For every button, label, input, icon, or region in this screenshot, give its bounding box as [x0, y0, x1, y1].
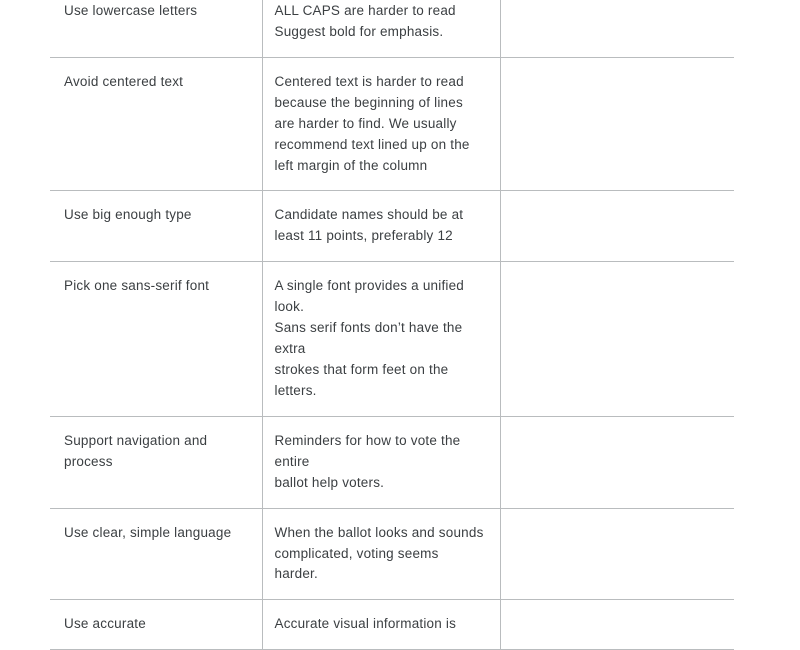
text-line: Centered text is harder to read	[274, 73, 464, 89]
cell-principle	[50, 191, 262, 262]
text-line: Candidate names should be at	[274, 207, 464, 223]
text-line: Support navigation and process	[64, 432, 208, 469]
cell-principle	[50, 262, 262, 417]
cell-notes	[500, 508, 734, 600]
text-line: When the ballot looks and sounds	[274, 524, 484, 540]
table-row	[50, 600, 734, 650]
table-row	[50, 508, 734, 600]
text-line: ALL CAPS are harder to read	[274, 3, 456, 18]
cell-notes	[500, 0, 734, 57]
text-line: because the beginning of lines	[274, 94, 463, 110]
text-line: least 11 points, preferably 12	[274, 228, 453, 244]
text-line: left margin of the column	[274, 157, 428, 173]
table-row	[50, 262, 734, 417]
cell-detail	[262, 600, 500, 650]
text-line: Pick one sans-serif font	[64, 278, 210, 294]
text-line: Suggest bold for emphasis.	[274, 23, 444, 39]
text-line: complicated, voting seems harder.	[274, 545, 439, 582]
cell-detail	[262, 262, 500, 417]
text-line: Accurate visual information is	[274, 616, 457, 632]
cell-notes	[500, 57, 734, 191]
text-line: Reminders for how to vote the entire	[274, 432, 461, 469]
table-row	[50, 0, 734, 57]
cell-principle	[50, 57, 262, 191]
text-line: A single font provides a unified look.	[274, 278, 465, 315]
cell-principle	[50, 416, 262, 508]
text-line: Use accurate	[64, 616, 146, 632]
text-line: Use clear, simple language	[64, 524, 232, 540]
text-line: strokes that form feet on the letters.	[274, 361, 449, 398]
text-line: ballot help voters.	[274, 474, 385, 490]
text-line: Avoid centered text	[64, 73, 184, 89]
cell-detail	[262, 191, 500, 262]
guidelines-table	[50, 0, 734, 650]
cell-principle	[50, 0, 262, 57]
table-body	[50, 0, 734, 650]
cell-notes	[500, 416, 734, 508]
cell-notes	[500, 600, 734, 650]
cell-detail	[262, 508, 500, 600]
table-row	[50, 416, 734, 508]
text-line: Use lowercase letters	[64, 3, 198, 18]
cell-detail	[262, 0, 500, 57]
cell-notes	[500, 262, 734, 417]
text-line: recommend text lined up on the	[274, 136, 470, 152]
cell-principle	[50, 508, 262, 600]
cell-detail	[262, 416, 500, 508]
text-line: Use big enough type	[64, 207, 192, 223]
table-row	[50, 191, 734, 262]
cell-notes	[500, 191, 734, 262]
text-line: are harder to find. We usually	[274, 115, 457, 131]
table-row	[50, 57, 734, 191]
text-line: Sans serif fonts don’t have the extra	[274, 320, 463, 357]
cell-principle	[50, 600, 262, 650]
cell-detail	[262, 57, 500, 191]
